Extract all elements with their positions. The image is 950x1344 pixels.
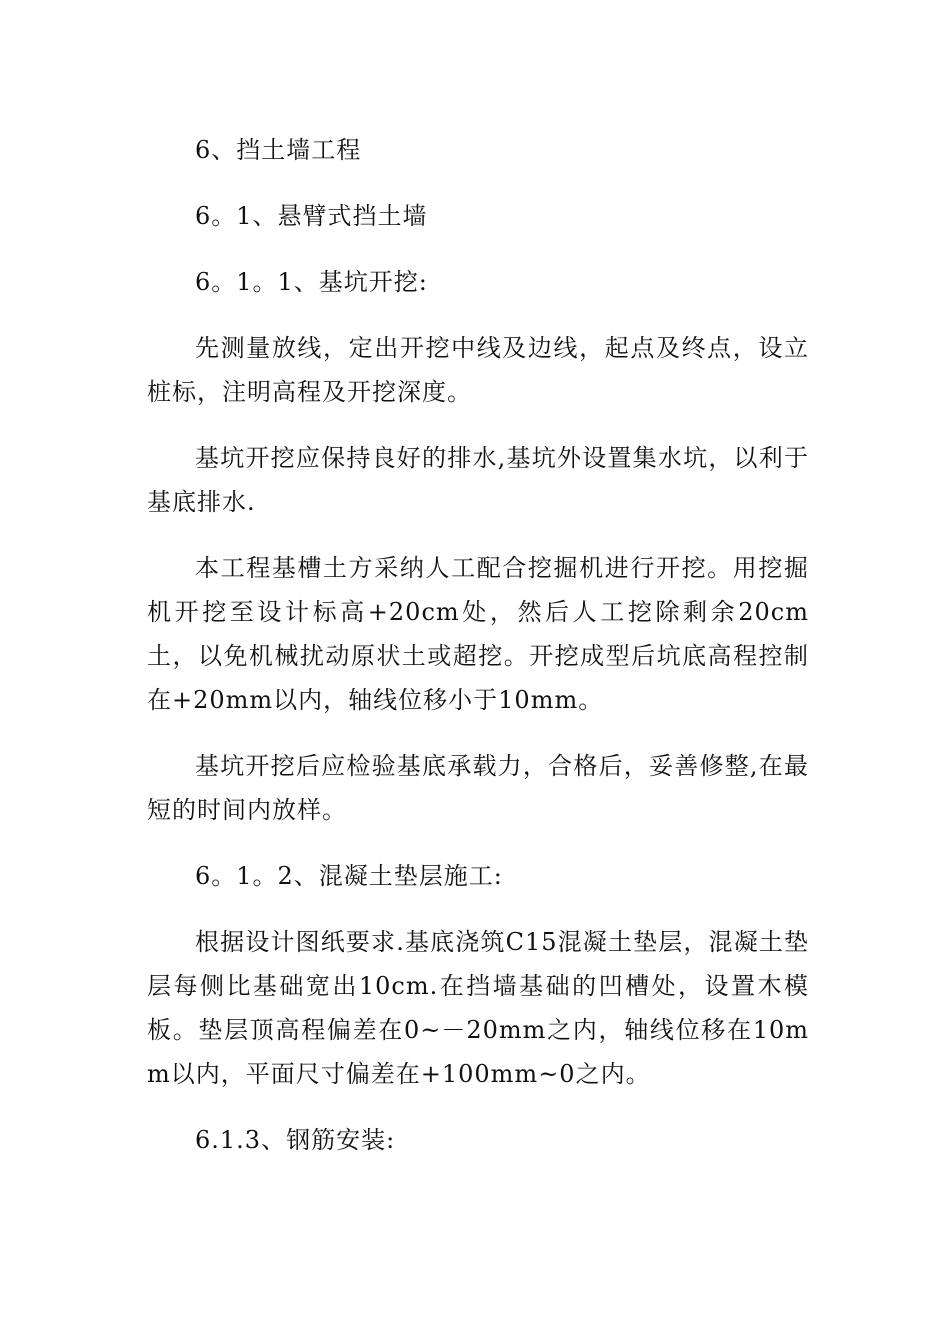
section-heading-6-1: 6。1、悬臂式挡土墙 <box>195 202 428 230</box>
paragraph-excavation-method: 本工程基槽土方采纳人工配合挖掘机进行开挖。用挖掘机开挖至设计标高+20cm处，然后人工挖除剩余20cm土，以免机械扰动原状土或超挖。开挖成型后坑底高程控制在+20mm以内，轴线位移小于10mm。 <box>147 554 809 714</box>
section-heading-6-1-3: 6.1.3、钢筋安装: <box>195 1126 396 1154</box>
paragraph-survey: 先测量放线，定出开挖中线及边线，起点及终点，设立桩标，注明高程及开挖深度。 <box>147 334 809 406</box>
paragraph-bearing-check: 基坑开挖后应检验基底承载力，合格后，妥善修整,在最短的时间内放样。 <box>147 752 809 824</box>
document-body <box>147 128 809 1184</box>
section-heading-6: 6、挡土墙工程 <box>195 136 362 164</box>
section-heading-6-1-1: 6。1。1、基坑开挖: <box>195 268 428 296</box>
section-heading-6-1-2: 6。1。2、混凝土垫层施工: <box>195 862 503 890</box>
paragraph-concrete-cushion: 根据设计图纸要求.基底浇筑C15混凝土垫层，混凝土垫层每侧比基础宽出10cm.在挡墙基础的凹槽处，设置木模板。垫层顶高程偏差在0~－20mm之内，轴线位移在10mm以内，平面尺寸偏差在+100mm~0之内。 <box>147 928 809 1088</box>
paragraph-drainage: 基坑开挖应保持良好的排水,基坑外设置集水坑，以利于基底排水. <box>147 444 809 516</box>
